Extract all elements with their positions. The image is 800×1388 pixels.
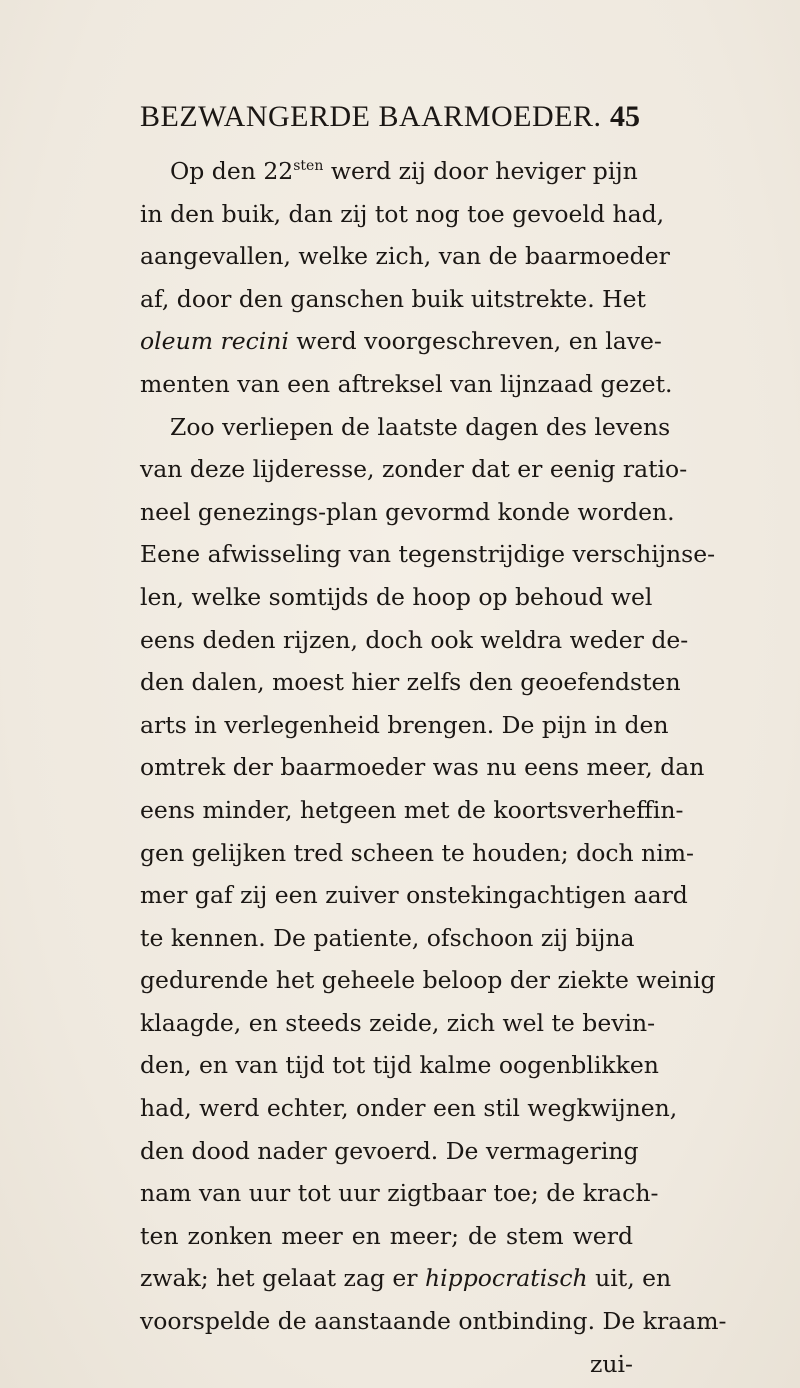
text-segment: in den buik, dan zij tot nog toe gevoeld had,: [140, 199, 665, 228]
text-segment: mer gaf zij een zuiver onstekingachtigen aard: [140, 881, 688, 910]
text-segment: af, door den ganschen buik uitstrekte. Het: [140, 284, 646, 313]
text-segment: eens minder, hetgeen met de koortsverheffin-: [140, 795, 684, 824]
text-segment: Op den 22: [170, 157, 294, 185]
text-segment: werd zij door heviger pijn: [323, 157, 638, 185]
text-line: [140, 448, 688, 491]
text-line: [140, 150, 638, 193]
text-line: [140, 1130, 639, 1173]
superscript: sten: [293, 158, 324, 174]
text-segment: arts in verlegenheid brengen. De pijn in den: [140, 710, 669, 739]
text-line: [140, 959, 716, 1002]
text-line: [140, 406, 671, 449]
text-line: [140, 1257, 672, 1300]
text-line: [140, 874, 688, 917]
text-segment: voorspelde de aanstaande ontbinding. De kraam-: [140, 1307, 727, 1336]
text-segment: ten zonken meer en meer; de stem werd: [140, 1221, 633, 1250]
text-segment: had, werd echter, onder een stil wegkwijnen,: [140, 1094, 678, 1123]
text-line: [140, 1002, 656, 1045]
running-title: BEZWANGERDE BAARMOEDER.: [140, 100, 602, 133]
text-segment: nam van uur tot uur zigtbaar toe; de krach-: [140, 1179, 659, 1208]
text-segment: uit, en: [587, 1264, 672, 1293]
italic-text: oleum recini: [140, 327, 289, 356]
text-segment: aangevallen, welke zich, van de baarmoeder: [140, 242, 670, 271]
text-segment: Zoo verliepen de laatste dagen des levens: [170, 412, 671, 441]
text-line: [140, 576, 653, 619]
text-segment: van deze lijderesse, zonder dat er eenig ratio-: [140, 455, 688, 484]
text-segment: te kennen. De patiente, ofschoon zij bijna: [140, 923, 635, 952]
text-line: [140, 491, 675, 534]
text-line: [140, 1215, 633, 1258]
text-line: [140, 661, 681, 704]
body-text: [140, 150, 727, 1385]
text-segment: Eene afwisseling van tegenstrijdige verschijnse-: [140, 540, 716, 569]
text-line: [140, 1172, 659, 1215]
text-line: [140, 1044, 659, 1087]
text-line: [140, 193, 665, 236]
text-segment: zwak; het gelaat zag er: [140, 1264, 426, 1293]
text-line: [140, 619, 689, 662]
text-segment: den dalen, moest hier zelfs den geoefendsten: [140, 668, 681, 697]
text-line: [140, 1300, 727, 1343]
text-segment: gedurende het geheele beloop der ziekte weinig: [140, 966, 716, 995]
text-line: [140, 917, 633, 960]
text-segment: neel genezings-plan gevormd konde worden.: [140, 497, 675, 526]
text-segment: len, welke somtijds de hoop op behoud wel: [140, 582, 653, 611]
text-segment: klaagde, en steeds zeide, zich wel te bevin-: [140, 1008, 656, 1037]
catchword: [140, 1343, 633, 1386]
text-line: [140, 320, 662, 363]
text-segment: werd voorgeschreven, en lave-: [288, 327, 662, 356]
text-line: [140, 832, 694, 875]
text-segment: gen gelijken tred scheen te houden; doch nim-: [140, 838, 694, 867]
text-segment: den, en van tijd tot tijd kalme oogenblikken: [140, 1051, 659, 1080]
text-line: [140, 704, 669, 747]
text-line: [140, 278, 646, 321]
running-head: [140, 100, 640, 140]
text-segment: zui-: [590, 1349, 633, 1378]
italic-text: hippocratisch: [425, 1264, 588, 1293]
text-segment: den dood nader gevoerd. De vermagering: [140, 1136, 639, 1165]
text-line: [140, 789, 684, 832]
page-number: 45: [610, 100, 640, 133]
text-line: [140, 363, 673, 406]
text-segment: omtrek der baarmoeder was nu eens meer, dan: [140, 753, 705, 782]
text-line: [140, 533, 716, 576]
text-segment: menten van een aftreksel van lijnzaad gezet.: [140, 369, 673, 398]
text-line: [140, 1087, 678, 1130]
text-line: [140, 235, 670, 278]
text-segment: eens deden rijzen, doch ook weldra weder de-: [140, 625, 689, 654]
text-line: [140, 746, 705, 789]
